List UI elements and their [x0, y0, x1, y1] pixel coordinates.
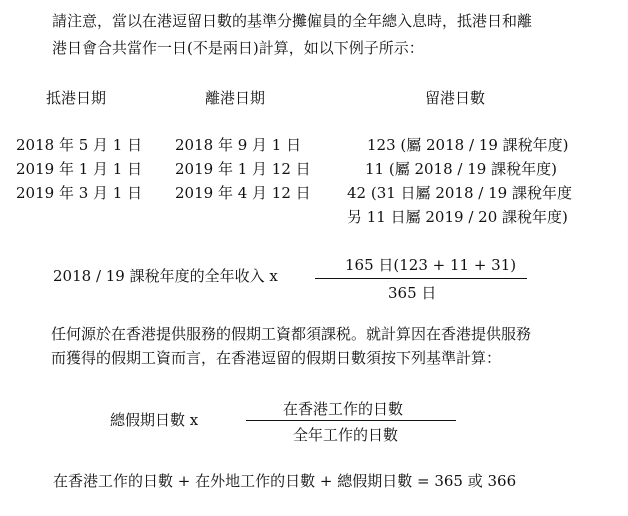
formula-2-fraction-bar — [246, 420, 456, 421]
formula-2-numerator: 在香港工作的日數 — [283, 400, 404, 418]
para-2-line-2: 而獲得的假期工資而言，在香港逗留的假期日數須按下列基準計算： — [51, 349, 502, 367]
header-arrival-date: 抵港日期 — [46, 89, 107, 107]
formula-1-denominator: 365 日 — [388, 284, 437, 302]
formula-1-fraction-bar — [315, 278, 527, 279]
formula-2-denominator: 全年工作的日數 — [293, 426, 399, 444]
intro-line-2: 港日會合共當作一日(不是兩日)計算，如以下例子所示： — [52, 39, 424, 57]
row-1-days: 123 (屬 2018 / 19 課稅年度) — [367, 136, 569, 154]
row-3-days: 42 (31 日屬 2018 / 19 課稅年度 — [347, 184, 572, 202]
para-2-line-1: 任何源於在香港提供服務的假期工資都須課税。就計算因在香港提供服務 — [51, 325, 532, 343]
row-3-days-continued: 另 11 日屬 2019 / 20 課稅年度) — [347, 208, 568, 226]
row-2-days: 11 (屬 2018 / 19 課稅年度) — [365, 160, 557, 178]
row-2-arrival: 2019 年 1 月 1 日 — [16, 160, 143, 178]
row-2-departure: 2019 年 1 月 12 日 — [175, 160, 311, 178]
row-1-arrival: 2018 年 5 月 1 日 — [16, 136, 143, 154]
intro-line-1: 請注意，當以在港逗留日數的基準分攤僱員的全年總入息時，抵港日和離 — [52, 12, 533, 30]
row-3-arrival: 2019 年 3 月 1 日 — [16, 184, 143, 202]
row-3-departure: 2019 年 4 月 12 日 — [175, 184, 311, 202]
row-1-departure: 2018 年 9 月 1 日 — [175, 136, 302, 154]
header-days-in-hk: 留港日數 — [425, 89, 486, 107]
formula-1-numerator: 165 日(123 + 11 + 31) — [345, 256, 517, 274]
header-departure-date: 離港日期 — [205, 89, 266, 107]
formula-1-left-term: 2018 / 19 課稅年度的全年收入 x — [53, 267, 278, 285]
formula-3-sum: 在香港工作的日數 + 在外地工作的日數 + 總假期日數 = 365 或 366 — [53, 472, 517, 490]
formula-2-left-term: 總假期日數 x — [110, 411, 199, 429]
